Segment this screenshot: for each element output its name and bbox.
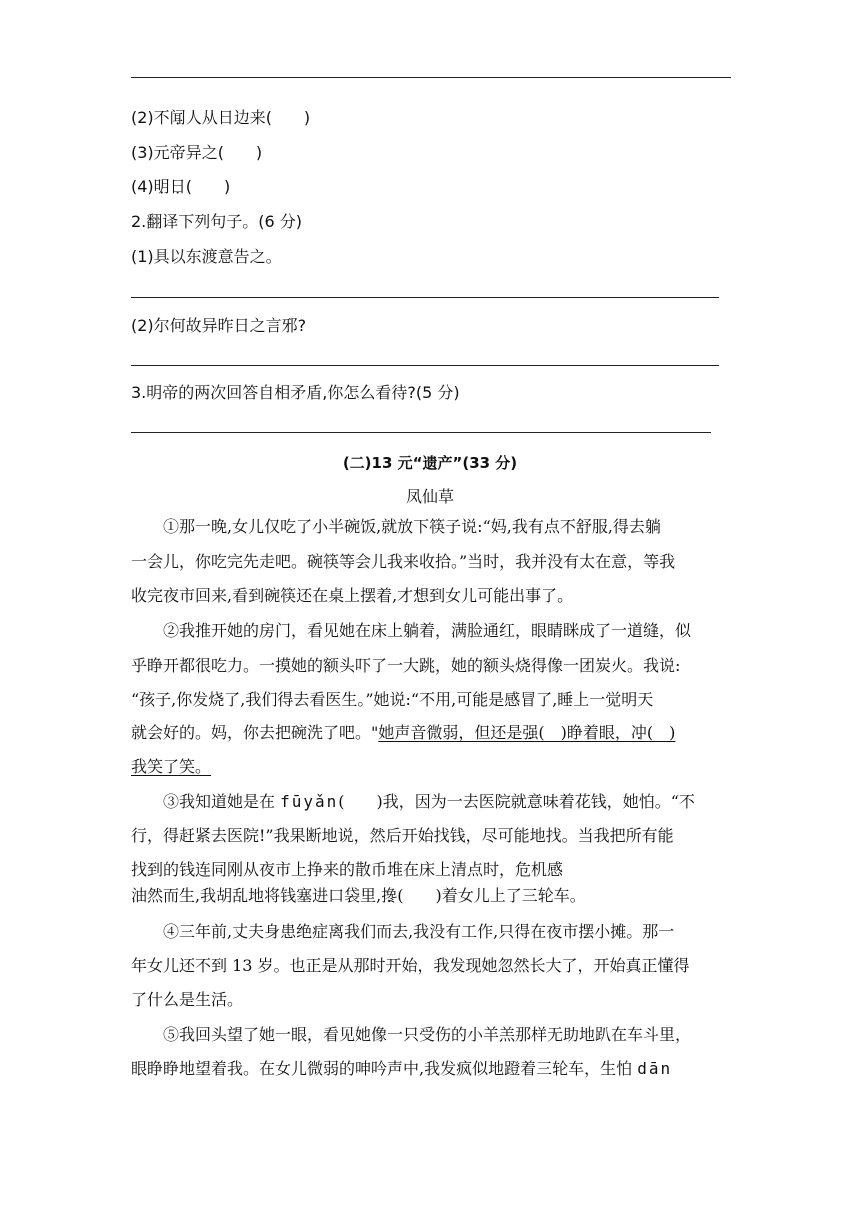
question-text: (3)元 bbox=[131, 143, 170, 162]
paragraph-3-line: 行，得赶紧去医院!”我果断地说，然后开始找钱，尽可能地找。当我把所有能 bbox=[131, 826, 674, 845]
paragraph-2-line bbox=[131, 757, 731, 777]
paragraph-1-line: ①那一晚,女儿仅吃了小半碗饭,就放下筷子说:“妈,我有点不舒服,得去躺 bbox=[163, 517, 661, 536]
paragraph-5-line bbox=[131, 1059, 731, 1079]
paragraph-2-line: 乎睁开都很吃力。一摸她的额头吓了一大跳，她的额头烧得像一团炭火。我说: bbox=[131, 656, 681, 675]
passage-text: 她声音微弱，但还是 bbox=[378, 723, 523, 742]
passage-text: ( )我，因为一去医院就意味着花钱，她怕。“不 bbox=[338, 792, 695, 811]
question-text: (4) bbox=[131, 177, 154, 196]
passage-text: 就会好的。妈，你去把碗洗了吧。" bbox=[131, 723, 379, 742]
answer-line bbox=[131, 432, 711, 433]
paragraph-4-line: ④三年前,丈夫身患绝症离我们而去,我没有工作,只得在夜市摆小摊。那一 bbox=[163, 922, 675, 941]
passage-text: 眼睁睁地望着我。在女儿微弱的呻吟声中,我发疯似地蹬着三轮车，生怕 bbox=[131, 1059, 638, 1078]
question-text: 人从日边来( ) bbox=[185, 108, 311, 127]
underlined-text bbox=[378, 723, 675, 742]
paragraph-3-line bbox=[131, 792, 731, 812]
passage-text: ③我知道她是在 bbox=[163, 792, 281, 811]
dotted-character: 闻 bbox=[169, 108, 186, 127]
dotted-character: 搀 bbox=[381, 886, 398, 905]
question-3-title: 3.明帝的两次回答自相矛盾,你怎么看待?(5 分) bbox=[131, 383, 460, 402]
paragraph-2-line: “孩子,你发烧了,我们得去看医生。”她说:“不用,可能是感冒了,睡上一觉明天 bbox=[131, 690, 654, 709]
paragraph-5-line: ⑤我回头望了她一眼，看见她像一只受伤的小羊羔那样无助地趴在车斗里， bbox=[163, 1025, 692, 1044]
answer-line bbox=[131, 77, 731, 78]
question-1-2 bbox=[131, 108, 310, 128]
paragraph-1-line: 收完夜市回来,看到碗筷还在桌上摆着,才想到女儿可能出事了。 bbox=[131, 586, 574, 605]
story-title: 凤仙草 bbox=[405, 487, 454, 506]
dotted-character: 强 bbox=[522, 723, 539, 742]
paragraph-2-line: ②我推开她的房门，看见她在床上躺着，满脸通红，眼睛眯成了一道缝，似 bbox=[163, 621, 692, 640]
paragraph-3-line bbox=[131, 886, 731, 906]
question-2-2: (2)尔何故异昨日之言邪? bbox=[131, 316, 307, 335]
dotted-character: 帝 bbox=[169, 143, 186, 162]
question-2-1: (1)具以东渡意告之。 bbox=[131, 247, 282, 266]
pinyin-text: dān bbox=[637, 1059, 673, 1078]
answer-line bbox=[131, 297, 719, 298]
question-text: ( ) bbox=[185, 177, 231, 196]
paragraph-1-line: 一会儿，你吃完先走吧。碗筷等会儿我来收拾。”当时，我并没有太在意，等我 bbox=[131, 552, 676, 571]
paragraph-4-line: 了什么是生活。 bbox=[131, 990, 244, 1009]
pinyin-text: fūyǎn bbox=[280, 792, 339, 811]
section-heading: (二)13 元“遗产”(33 分) bbox=[342, 454, 518, 472]
paragraph-3-line: 找到的钱连同刚从夜市上挣来的散币堆在床上清点时，危机感 bbox=[131, 860, 564, 879]
answer-line bbox=[131, 365, 719, 366]
underlined-text: 我笑了笑。 bbox=[131, 757, 212, 776]
question-2-title: 2.翻译下列句子。(6 分) bbox=[131, 212, 303, 231]
paragraph-2-line bbox=[131, 723, 731, 743]
dotted-character: 明 bbox=[153, 177, 170, 196]
question-text: (2)不 bbox=[131, 108, 170, 127]
question-1-3 bbox=[131, 143, 262, 163]
dotted-character: 冲 bbox=[630, 723, 647, 742]
passage-text: 油然而生,我胡乱地将钱塞进口袋里, bbox=[131, 886, 382, 905]
dotted-character: 日 bbox=[169, 177, 186, 196]
question-1-4 bbox=[131, 177, 230, 197]
passage-text: ( ) bbox=[646, 723, 676, 742]
passage-text: ( )着女儿上了三轮车。 bbox=[397, 886, 586, 905]
passage-text: ( )睁着眼， bbox=[538, 723, 631, 742]
paragraph-4-line: 年女儿还不到 13 岁。也正是从那时开始，我发现她忽然长大了，开始真正懂得 bbox=[131, 956, 690, 975]
question-text: 异之( ) bbox=[185, 143, 263, 162]
